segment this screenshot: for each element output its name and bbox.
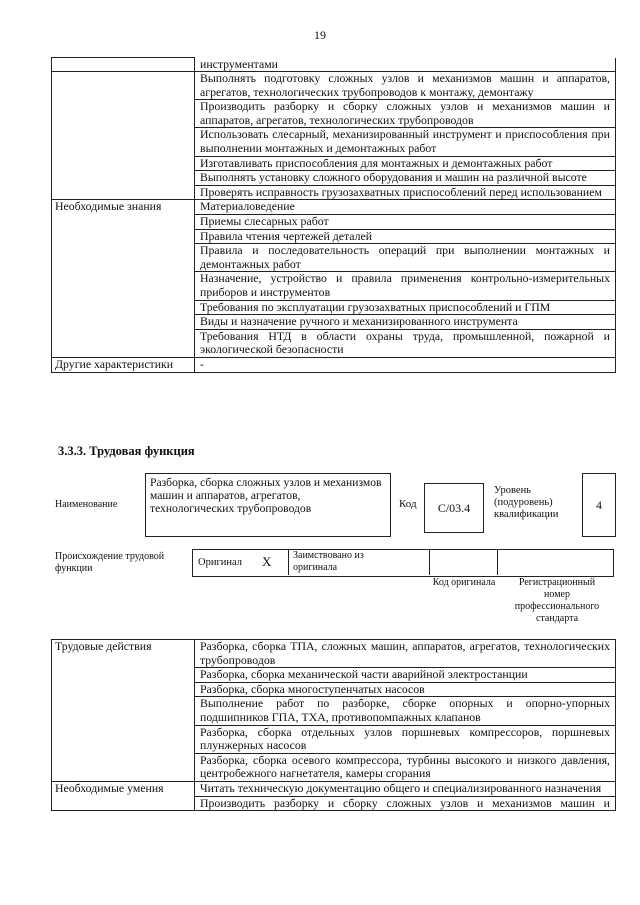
name-label: Наименование <box>55 499 118 510</box>
row-text: Требования по эксплуатации грузозахватных приспособлений и ГПМ <box>195 300 616 315</box>
reg-caption: Регистрационный номер профессионального стандарта <box>514 577 600 624</box>
level-label: Уровень (подуровень) квалификации <box>494 485 559 521</box>
row-text: Правила чтения чертежей деталей <box>195 229 616 244</box>
code-value: С/03.4 <box>437 501 471 515</box>
row-text: Выполнять подготовку сложных узлов и механизмов машин и аппаратов, агрегатов, технологических трубопроводов к монтажу, демонтажу <box>195 72 616 100</box>
row-text: Проверять исправность грузозахватных приспособлений перед использованием <box>195 185 616 200</box>
row-text: Разборка, сборка ТПА, сложных машин, аппаратов, агрегатов, технологических трубопроводов <box>195 640 616 668</box>
row-label <box>52 58 195 72</box>
table-row <box>52 796 616 811</box>
table-row <box>52 329 616 357</box>
origin-label: Происхождение трудовой функции <box>55 551 165 574</box>
origin-divider <box>288 549 289 575</box>
original-label: Оригинал <box>198 557 242 568</box>
origin-divider <box>497 549 498 575</box>
row-label: Другие характеристики <box>52 357 195 372</box>
row-text: Читать техническую документацию общего и специализированного назначения <box>195 781 616 796</box>
original-mark: X <box>262 554 272 569</box>
row-text: Разборка, сборка осевого компрессора, турбины высокого и низкого давления, центробежного нагнетателя, камеры сгорания <box>195 753 616 781</box>
table-row <box>52 171 616 186</box>
table-row <box>52 753 616 781</box>
borrowed-label: Заимствовано из оригинала <box>293 550 364 573</box>
table-row <box>52 58 616 72</box>
row-text: Выполнение работ по разборке, сборке опорных и опорно-упорных подшипников ГПА, ТХА, противопомпажных клапанов <box>195 697 616 725</box>
table-row <box>52 725 616 753</box>
section-title: 3.3.3. Трудовая функция <box>58 444 195 458</box>
table-row <box>52 128 616 156</box>
labor-actions-table <box>51 639 616 811</box>
table-row <box>52 315 616 330</box>
row-label: Необходимые умения <box>52 781 195 796</box>
row-text: Приемы слесарных работ <box>195 215 616 230</box>
table-row <box>52 697 616 725</box>
row-text: Разборка, сборка механической части аварийной электростанции <box>195 668 616 683</box>
row-text: Производить разборку и сборку сложных узлов и механизмов машин и аппаратов, агрегатов, технологических трубопроводов <box>195 100 616 128</box>
row-text: Виды и назначение ручного и механизированного инструмента <box>195 315 616 330</box>
row-text: Требования НТД в области охраны труда, промышленной, пожарной и экологической безопасности <box>195 329 616 357</box>
level-value: 4 <box>596 498 602 512</box>
table-row <box>52 244 616 272</box>
row-text: Назначение, устройство и правила применения контрольно-измерительных приборов и инструментов <box>195 272 616 300</box>
table-row <box>52 156 616 171</box>
row-text: Изготавливать приспособления для монтажных и демонтажных работ <box>195 156 616 171</box>
row-label: Трудовые действия <box>52 640 195 668</box>
name-box <box>145 473 391 537</box>
code-label: Код <box>399 498 417 510</box>
table-row <box>52 272 616 300</box>
skills-knowledge-table <box>51 57 616 373</box>
code-caption: Код оригинала <box>432 577 496 588</box>
origin-divider <box>429 549 430 575</box>
row-text: - <box>195 357 616 372</box>
row-text: Материаловедение <box>195 200 616 215</box>
table-row <box>52 682 616 697</box>
table-row <box>52 668 616 683</box>
row-label: Необходимые знания <box>52 200 195 215</box>
table-row <box>52 185 616 200</box>
page-number: 19 <box>314 28 326 42</box>
table-row <box>52 229 616 244</box>
row-text: Разборка, сборка многоступенчатых насосов <box>195 682 616 697</box>
table-row <box>52 300 616 315</box>
table-row <box>52 72 616 100</box>
row-text: Производить разборку и сборку сложных узлов и механизмов машин и <box>195 796 616 811</box>
level-box <box>582 473 616 537</box>
table-row <box>52 640 616 668</box>
table-row <box>52 100 616 128</box>
row-text: Разборка, сборка отдельных узлов поршневых компрессоров, поршневых плунжерных насосов <box>195 725 616 753</box>
table-row <box>52 215 616 230</box>
row-text: Выполнять установку сложного оборудования и машин на различной высоте <box>195 171 616 186</box>
row-text: Правила и последовательность операций при выполнении монтажных и демонтажных работ <box>195 244 616 272</box>
name-value: Разборка, сборка сложных узлов и механизмов машин и аппаратов, агрегатов, технологических трубопроводов <box>150 476 382 516</box>
code-box <box>424 483 484 533</box>
table-row <box>52 781 616 796</box>
table-row <box>52 200 616 215</box>
row-text: инструментами <box>195 58 616 72</box>
row-text: Использовать слесарный, механизированный инструмент и приспособления при выполнении монтажных и демонтажных работ <box>195 128 616 156</box>
table-row <box>52 357 616 372</box>
origin-box <box>192 549 614 577</box>
